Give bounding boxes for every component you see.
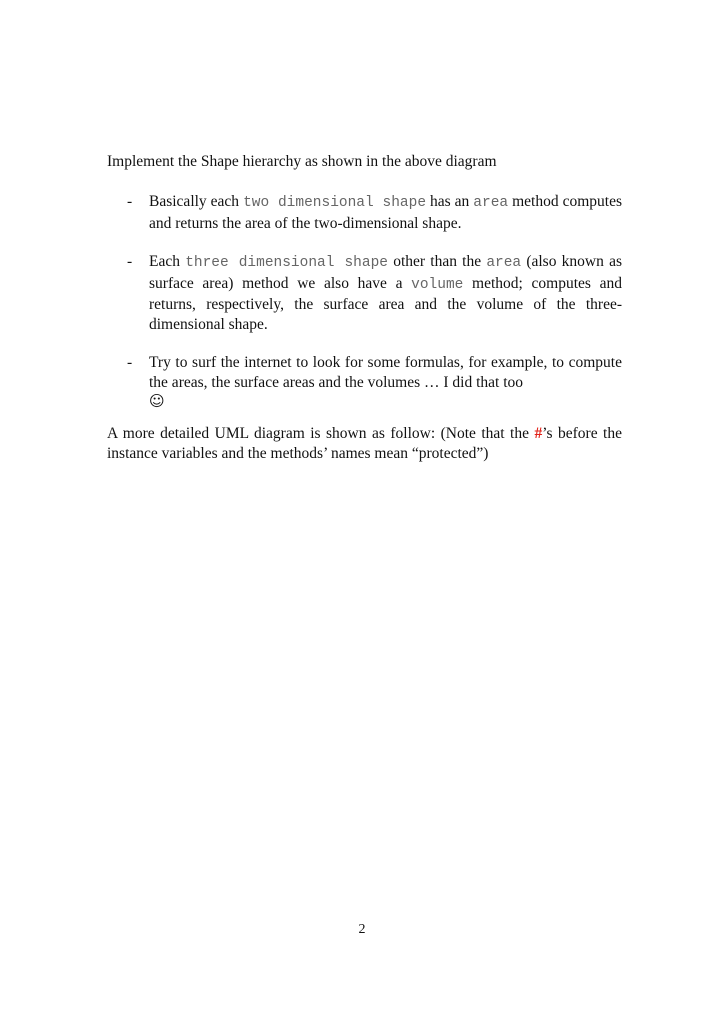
text-segment: method; computes and returns, respectively, the surface area and the volume of the three-dimensional shape. xyxy=(149,274,622,333)
list-item-three-dimensional xyxy=(107,252,622,334)
smiley-icon: ☺ xyxy=(149,392,165,410)
code-three-dimensional-shape: three dimensional shape xyxy=(185,255,388,271)
list-item-two-dimensional xyxy=(107,192,622,233)
text-segment: Try to surf the internet to look for some formulas, for example, to compute the areas, the surface areas and the volumes … I did that too xyxy=(149,354,622,391)
requirements-list xyxy=(107,192,622,431)
list-item-formulas xyxy=(107,353,622,412)
bullet-dash: - xyxy=(127,253,133,270)
code-two-dimensional-shape: two dimensional shape xyxy=(243,195,427,211)
text-segment: Basically each xyxy=(149,193,244,210)
text-segment: other than the xyxy=(388,253,487,270)
intro-paragraph: Implement the Shape hierarchy as shown in the above diagram xyxy=(107,153,497,170)
closing-paragraph xyxy=(107,424,622,463)
bullet-dash: - xyxy=(127,193,133,210)
text-segment: A more detailed UML diagram is shown as follow: (Note that the xyxy=(107,425,535,442)
page-number: 2 xyxy=(358,922,366,937)
code-area: area xyxy=(473,195,509,211)
text-segment: (also known as surface area) method we also have a xyxy=(149,253,622,292)
text-segment: method computes and returns the area of the two-dimensional shape. xyxy=(149,193,622,232)
code-area: area xyxy=(486,255,522,271)
text-segment: has an xyxy=(426,193,474,210)
text-segment: Each xyxy=(149,253,186,270)
code-volume: volume xyxy=(411,276,464,293)
bullet-dash: - xyxy=(127,354,133,371)
hash-symbol: # xyxy=(534,425,543,442)
text-segment: ’s before the instance variables and the methods’ names mean “protected”) xyxy=(107,425,622,462)
